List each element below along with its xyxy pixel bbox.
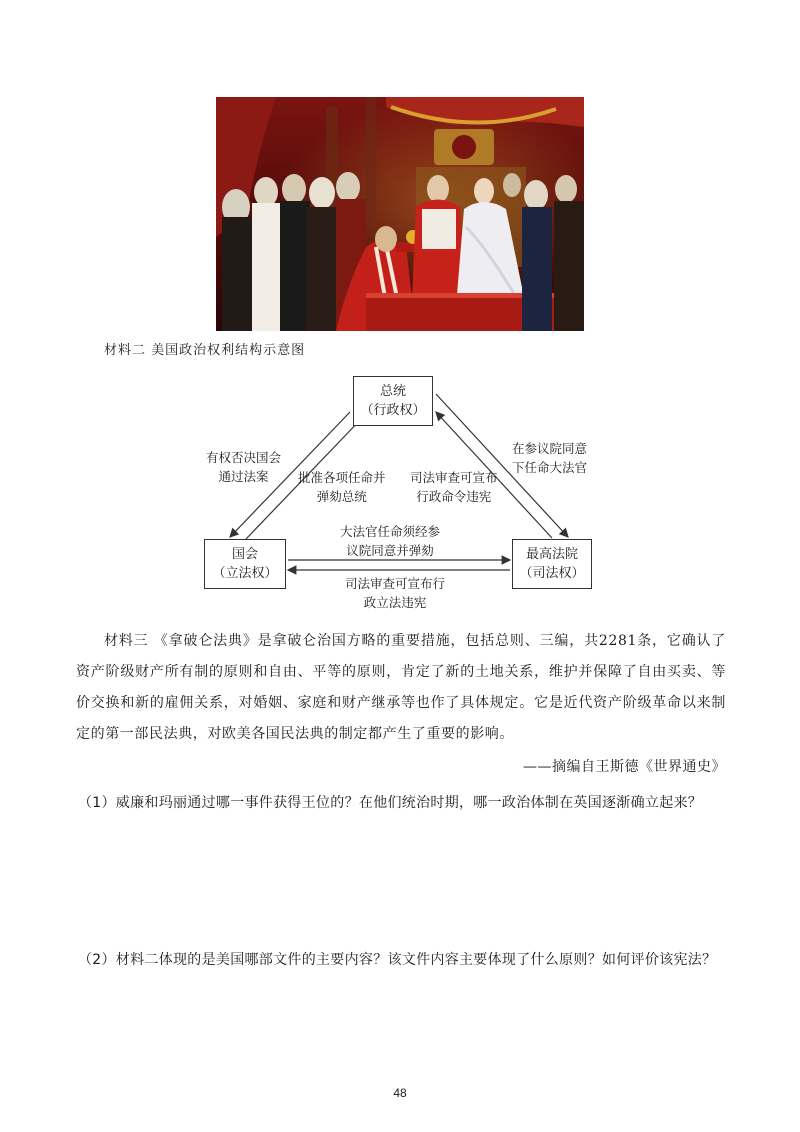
label-jre-line1: 司法审查可宣布 — [410, 470, 498, 485]
material3-source: ——摘编自王斯德《世界通史》 — [523, 759, 726, 775]
label-confirm-line1: 大法官任命须经参 — [340, 524, 441, 539]
label-judicial-review-leg — [345, 574, 445, 612]
label-veto-line1: 有权否决国会 — [206, 450, 282, 465]
label-veto-line2: 通过法案 — [218, 469, 269, 484]
label-jre-line2: 行政命令违宪 — [416, 489, 492, 504]
executive-box — [353, 376, 433, 426]
question-2: （2）材料二体现的是美国哪部文件的主要内容？该文件内容主要体现了什么原则？如何评价该宪法？ — [78, 952, 717, 968]
label-confirm-line2: 议院同意并弹劾 — [346, 543, 434, 558]
label-veto — [206, 448, 281, 486]
label-jrl-line2: 政立法违宪 — [363, 595, 427, 610]
painting-image — [216, 97, 584, 331]
label-appoint-justices — [512, 439, 587, 477]
label-judicial-review-exec — [410, 468, 498, 506]
legislative-name: 国会 — [231, 547, 258, 562]
judicial-name: 最高法院 — [525, 547, 578, 562]
label-appoint-line1: 在参议院同意 — [512, 441, 588, 456]
executive-name: 总统 — [379, 384, 406, 399]
label-jrl-line1: 司法审查可宣布行 — [345, 576, 446, 591]
legislative-power: （立法权） — [212, 566, 278, 581]
label-impeach-line1: 批准各项任命并 — [298, 470, 386, 485]
label-appoint-line2: 下任命大法官 — [512, 460, 588, 475]
label-impeach — [298, 468, 386, 506]
question-1: （1）威廉和玛丽通过哪一事件获得王位的？在他们统治时期，哪一政治体制在英国逐渐确立起来？ — [78, 795, 703, 811]
historical-painting — [216, 97, 584, 331]
power-structure-diagram — [200, 372, 600, 617]
executive-power: （行政权） — [360, 403, 426, 418]
legislative-box — [204, 539, 286, 589]
material2-caption: 材料二 美国政治权利结构示意图 — [104, 343, 306, 358]
judicial-box — [512, 539, 592, 589]
label-impeach-line2: 弹劾总统 — [316, 489, 367, 504]
label-confirm-justices — [340, 522, 440, 560]
material3-paragraph: 材料三 《拿破仑法典》是拿破仑治国方略的重要措施，包括总则、三编，共2281条，它确认了资产阶级财产所有制的原则和自由、平等的原则，肯定了新的土地关系，维护并保障了自由买卖、等价交换和新的雇佣关系，对婚姻、家庭和财产继承等也作了具体规定。它是近代资产阶级革命以来制定的第一部民法典，对欧美各国民法典的制定都产生了重要的影响。 — [76, 633, 726, 742]
judicial-power: （司法权） — [519, 566, 585, 581]
page-number: 48 — [393, 1086, 407, 1100]
